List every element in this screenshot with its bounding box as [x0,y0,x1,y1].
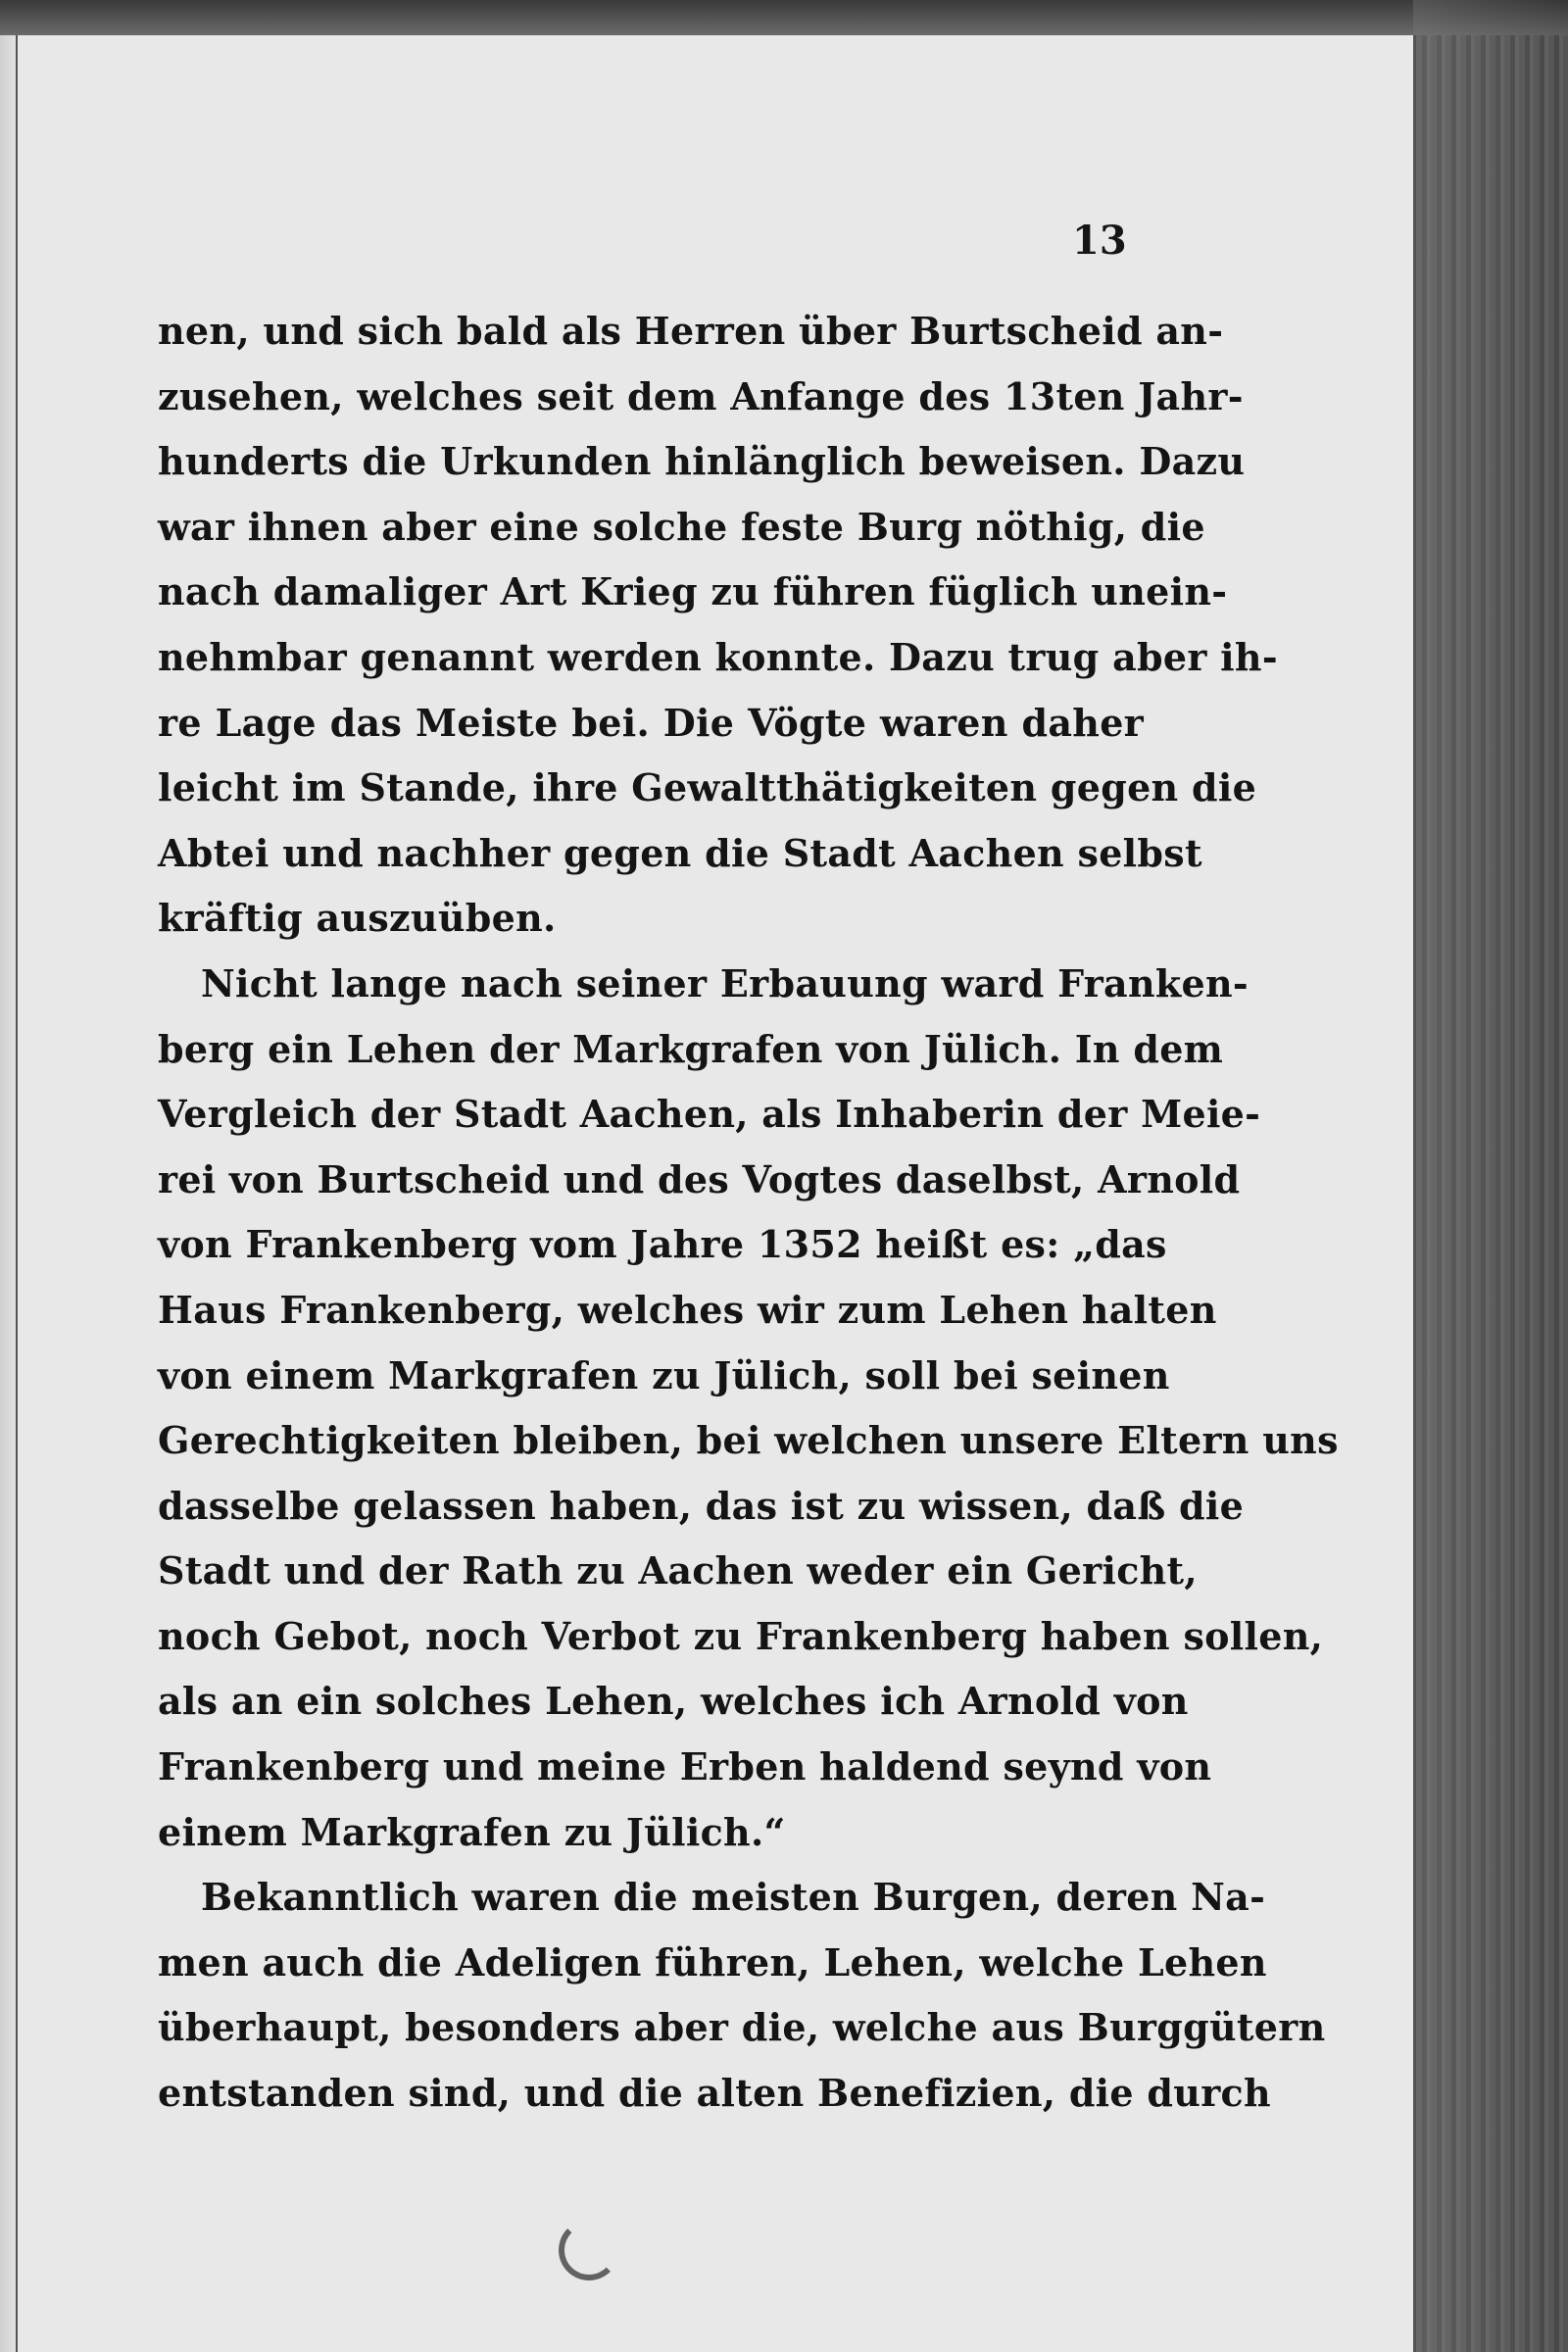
text-line: leicht im Stande, ihre Gewaltthätigkeiten gegen die [158,765,1257,810]
text-line: als an ein solches Lehen, welches ich Arnold von [158,1679,1189,1724]
text-line: nen, und sich bald als Herren über Burtscheid an- [158,309,1224,353]
text-line: re Lage das Meiste bei. Die Vögte waren daher [158,700,1144,745]
text-line: Haus Frankenberg, welches wir zum Lehen halten [158,1287,1217,1332]
text-line: Abtei und nachher gegen die Stadt Aachen selbst [158,830,1202,875]
scan-top-border [0,0,1568,35]
paragraph [158,1865,1326,2126]
text-line: Gerechtigkeiten bleiben, bei welchen unsere Eltern uns [158,1418,1339,1463]
text-line: überhaupt, besonders aber die, welche aus Burggütern [158,2005,1326,2050]
text-line: Bekanntlich waren die meisten Burgen, deren Na- [201,1875,1266,1920]
text-line: kräftig auszuüben. [158,896,557,941]
text-line: von einem Markgrafen zu Jülich, soll bei seinen [158,1352,1170,1397]
scan-smudge [559,2220,619,2280]
text-line: nach damaliger Art Krieg zu führen füglich unein- [158,569,1228,614]
text-line: zusehen, welches seit dem Anfange des 13ten Jahr- [158,373,1244,418]
text-line: berg ein Lehen der Markgrafen von Jülich. In dem [158,1026,1224,1071]
text-line: Frankenberg und meine Erben haldend seynd von [158,1744,1212,1789]
text-line: Nicht lange nach seiner Erbauung ward Franken- [201,960,1249,1005]
paragraph [158,952,1339,1865]
text-line: nehmbar genannt werden konnte. Dazu trug aber ih- [158,634,1278,679]
scan-right-shadow [1413,0,1568,2352]
text-line: einem Markgrafen zu Jülich.“ [158,1809,786,1854]
text-line: entstanden sind, und die alten Benefizien, die durch [158,2071,1271,2116]
text-line: von Frankenberg vom Jahre 1352 heißt es: „das [158,1222,1167,1267]
text-line: Vergleich der Stadt Aachen, als Inhaberin der Meie- [158,1092,1261,1137]
page-number: 13 [1072,218,1127,264]
text-line: rei von Burtscheid und des Vogtes daselbst, Arnold [158,1156,1241,1201]
text-line: dasselbe gelassen haben, das ist zu wissen, daß die [158,1483,1245,1528]
text-line: war ihnen aber eine solche feste Burg nöthig, die [158,504,1205,549]
text-line: noch Gebot, noch Verbot zu Frankenberg haben sollen, [158,1613,1324,1658]
text-line: men auch die Adeligen führen, Lehen, welche Lehen [158,1939,1267,1984]
scan-left-edge [0,35,18,2352]
text-line: hunderts die Urkunden hinlänglich beweisen. Dazu [158,439,1246,484]
paragraph [158,299,1278,952]
text-line: Stadt und der Rath zu Aachen weder ein Gericht, [158,1548,1198,1593]
body-text [158,299,1339,2127]
